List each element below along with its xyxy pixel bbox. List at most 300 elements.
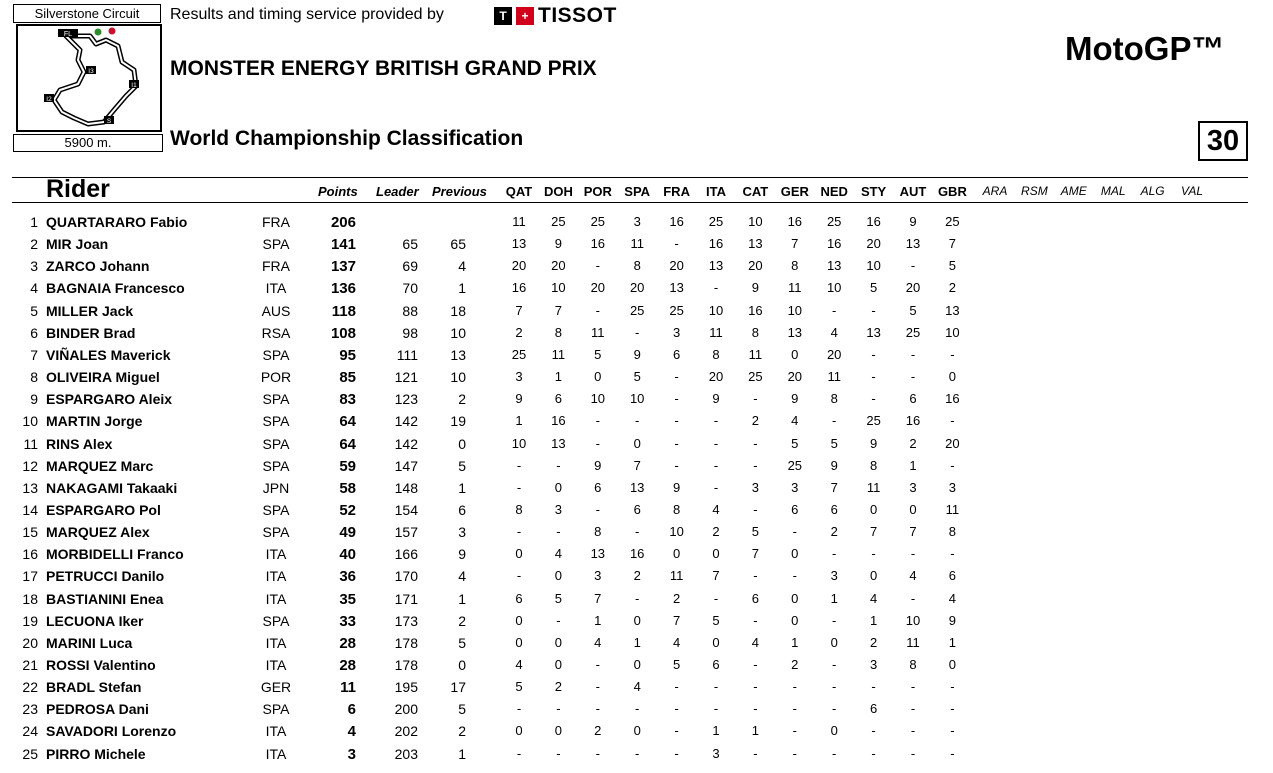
race-result: 13 [748,236,763,252]
header-top-rule [12,177,1248,178]
rider-name: PEDROSA Dani [46,701,149,718]
race-result: 8 [554,324,562,340]
race-result: - [910,346,916,362]
rider-points: 52 [339,501,356,519]
table-row [0,723,1273,745]
rider-position: 13 [22,479,38,496]
race-result: - [753,435,758,451]
table-row [0,369,1273,391]
race-result: 4 [830,324,838,340]
race-result: 11 [945,501,960,517]
rider-position: 12 [22,457,38,474]
race-result: 9 [594,457,602,473]
race-column-header: ITA [706,184,726,199]
race-result: - [753,457,758,473]
gap-to-previous: 19 [450,413,466,430]
race-result: 20 [905,280,921,296]
race-result: 11 [512,214,526,229]
race-result: 6 [751,590,759,606]
race-result: 0 [791,346,799,362]
race-result: - [910,369,916,385]
race-result: 6 [791,501,799,517]
race-result: - [635,324,640,340]
race-result: - [556,701,561,717]
rider-position: 6 [30,324,38,341]
race-result: - [674,701,679,717]
race-result: 5 [791,435,799,451]
gap-to-previous: 1 [458,479,466,496]
race-result: - [832,745,837,761]
gap-to-previous: 6 [458,501,466,518]
race-result: 1 [830,590,838,606]
table-row [0,679,1273,701]
race-result: 13 [551,435,566,451]
race-result: 0 [712,634,720,650]
race-result: 11 [591,324,605,340]
header-bottom-rule [12,202,1248,203]
race-result: 16 [669,214,684,229]
rider-name: VIÑALES Maverick [46,346,171,363]
race-result: 6 [594,479,602,495]
race-result: 2 [594,723,602,739]
race-result: 11 [866,479,881,495]
gap-to-previous: 5 [458,457,466,474]
rider-position: 3 [30,258,38,275]
rider-position: 7 [30,346,38,363]
race-result: - [792,723,797,739]
rider-points: 118 [331,302,356,320]
race-result: 6 [869,701,878,717]
gap-to-leader: 69 [402,258,418,275]
gap-to-leader: 195 [394,679,418,696]
rider-position: 17 [22,568,38,585]
race-result: 3 [633,214,641,229]
race-result: 2 [554,679,562,695]
race-result: 3 [712,745,720,761]
race-result: 0 [712,546,720,562]
race-result: - [595,413,600,429]
table-row [0,701,1273,723]
race-result: 25 [708,214,724,229]
rider-points: 49 [339,524,356,542]
rider-points: 4 [347,723,356,741]
rider-points: 28 [339,634,356,652]
race-result: 3 [751,479,759,495]
race-result: - [871,723,876,739]
gap-to-leader: 178 [394,634,418,651]
track-map [16,24,162,132]
rider-nation: FRA [262,214,290,230]
table-row [0,458,1273,480]
race-result: 7 [712,568,720,584]
rider-name: PIRRO Michele [46,745,146,762]
race-result: 0 [554,657,562,672]
rider-name: OLIVEIRA Miguel [46,369,160,386]
race-result: - [910,679,916,695]
race-result: - [832,546,837,562]
race-result: 6 [672,346,681,362]
race-result: - [950,457,955,473]
gap-to-previous: 4 [458,568,466,585]
race-result: - [713,701,719,717]
rider-nation: SPA [262,701,290,718]
race-result: 7 [909,524,917,540]
rider-position: 1 [30,214,38,230]
race-result: - [910,546,916,562]
rider-points: 108 [330,324,356,342]
gap-to-previous: 3 [458,524,466,541]
race-result: 5 [909,302,917,318]
rider-position: 4 [30,280,38,297]
race-result: 0 [633,723,641,739]
gap-to-leader: 173 [394,612,418,629]
timing-provider-text: Results and timing service provided by [170,6,444,23]
race-result: 10 [669,524,684,540]
svg-text:FL: FL [63,31,73,38]
rider-position: 8 [30,369,38,386]
future-race-column-header: AME [1060,184,1087,198]
table-row [0,303,1273,325]
race-result: - [713,280,719,296]
race-result: 1 [554,369,562,385]
race-result: 8 [869,457,878,473]
race-result: 10 [511,435,527,451]
race-result: 7 [672,612,681,628]
rider-nation: SPA [262,413,290,430]
circuit-name: Silverstone Circuit [13,4,161,23]
race-result: 0 [554,479,562,495]
race-result: 7 [830,479,838,495]
gap-to-previous: 13 [450,346,466,363]
race-result: 7 [751,546,759,562]
race-result: 0 [948,369,956,385]
rider-position: 19 [22,612,38,629]
race-result: 6 [554,391,562,407]
race-result: 0 [633,657,641,672]
table-row [0,480,1273,502]
rider-points: 83 [339,391,356,409]
race-result: 11 [551,346,566,362]
gap-to-leader: 170 [394,568,418,585]
race-result: 1 [909,457,917,473]
race-result: - [713,679,719,695]
table-row [0,568,1273,590]
race-result: 16 [866,214,881,229]
rider-nation: SPA [262,457,290,474]
race-result: 5 [948,258,956,274]
race-result: 11 [748,346,763,362]
race-result: - [516,568,522,584]
rider-nation: ITA [265,546,287,563]
rider-nation: ITA [265,590,287,607]
race-result: 5 [633,369,641,385]
race-column-header: FRA [663,184,690,199]
rider-name: BRADL Stefan [46,679,142,696]
race-result: 11 [669,568,684,584]
race-result: - [950,346,955,362]
race-result: 0 [515,546,523,562]
rider-position: 5 [30,302,38,319]
race-result: 8 [633,258,641,274]
table-row [0,524,1273,546]
race-result: 1 [712,723,720,739]
race-result: - [713,435,719,451]
race-result: 8 [830,391,838,407]
rider-position: 16 [22,546,38,563]
svg-text:S: S [106,118,112,125]
race-result: 20 [551,258,566,274]
race-result: 13 [945,302,960,318]
gap-to-previous: 65 [450,236,466,253]
race-result: - [950,413,955,429]
sponsor-name: TISSOT [538,4,617,27]
race-result: - [871,391,876,407]
race-result: 0 [633,435,641,451]
race-result: - [950,546,955,562]
gap-to-previous: 1 [458,280,466,297]
race-result: - [792,701,797,717]
gap-to-previous: 0 [458,435,466,452]
race-result: - [674,457,679,473]
rider-nation: SPA [262,612,290,629]
race-result: 2 [869,634,878,650]
race-result: 7 [791,236,799,252]
race-result: 7 [869,524,878,540]
race-result: - [595,435,600,451]
race-result: - [832,657,837,672]
rider-name: QUARTARARO Fabio [46,214,188,230]
race-result: 1 [948,634,956,650]
gap-to-leader: 148 [394,479,418,496]
rider-points: 6 [347,701,356,719]
rider-position: 22 [22,679,38,696]
rider-points: 58 [339,479,356,497]
race-result: 3 [830,568,838,584]
race-result: - [595,745,600,761]
race-result: 0 [791,612,799,628]
race-result: - [674,435,679,451]
race-result: 2 [751,413,759,429]
race-result: 11 [827,369,841,385]
race-result: 0 [554,568,562,584]
race-result: 4 [672,634,681,650]
race-result: - [595,258,600,274]
race-result: - [674,236,679,252]
rider-nation: JPN [262,479,290,496]
race-result: - [871,745,876,761]
race-result: 10 [748,214,763,229]
future-race-column-header: RSM [1021,184,1048,198]
race-result: 2 [515,324,523,340]
race-result: 5 [594,346,602,362]
race-result: 16 [748,302,763,318]
rider-position: 9 [30,391,38,408]
event-title: MONSTER ENERGY BRITISH GRAND PRIX [170,57,597,80]
svg-text:I1: I1 [131,82,137,89]
gap-to-previous: 10 [450,369,466,386]
race-result: 4 [712,501,720,517]
race-result: 4 [948,590,956,606]
race-result: - [832,701,837,717]
race-result: 9 [515,391,523,407]
race-result: 13 [590,546,606,562]
race-result: 16 [945,391,960,407]
rider-position: 15 [22,524,38,541]
race-result: 16 [905,413,921,429]
race-result: - [832,612,837,628]
race-result: - [595,501,600,517]
rider-points: 33 [339,612,356,630]
race-result: - [871,302,876,318]
race-result: - [753,657,758,672]
race-result: 0 [909,501,917,517]
classification-title: World Championship Classification [170,127,524,150]
race-result: - [635,590,640,606]
race-result: 9 [554,236,562,252]
table-row [0,635,1273,657]
leader-column-header: Leader [376,184,419,199]
gap-to-leader: 142 [394,413,418,430]
race-column-header: NED [820,184,848,199]
race-result: - [674,679,679,695]
previous-column-header: Previous [432,184,487,199]
race-result: - [595,679,600,695]
race-result: 13 [708,258,724,274]
race-result: - [674,723,679,739]
rider-nation: SPA [262,501,290,518]
race-result: 3 [594,568,602,584]
series-brand: MotoGP™ [1065,30,1225,67]
gap-to-leader: 88 [402,302,418,319]
race-result: 2 [672,590,681,606]
gap-to-leader: 200 [394,701,418,718]
race-result: - [516,479,522,495]
future-race-column-header: MAL [1100,184,1126,198]
race-result: 25 [787,457,803,473]
rider-position: 23 [22,701,38,718]
rider-name: MARTIN Jorge [46,413,143,430]
race-result: 3 [672,324,681,340]
rider-position: 21 [22,657,38,673]
race-result: 9 [672,479,681,495]
rider-points: 141 [330,236,356,254]
race-result: 13 [629,479,645,495]
race-result: - [516,745,522,761]
race-result: 9 [712,391,720,407]
rider-points: 40 [339,546,356,564]
race-result: 8 [712,346,720,362]
race-result: 16 [787,214,803,229]
race-result: - [595,701,600,717]
table-row [0,391,1273,413]
race-result: 20 [945,435,960,451]
gap-to-previous: 17 [450,679,466,696]
race-result: - [832,413,837,429]
race-result: 13 [905,236,921,252]
rider-name: BASTIANINI Enea [46,590,164,607]
rider-name: MARINI Luca [46,634,133,651]
rider-nation: ITA [265,634,287,651]
rider-points: 95 [339,346,356,364]
race-result: 5 [672,657,681,672]
circuit-length: 5900 m. [13,134,163,152]
rider-nation: ITA [265,745,287,762]
race-result: - [871,346,876,362]
race-result: 25 [551,214,566,229]
race-result: 0 [672,546,681,562]
race-result: 4 [633,679,641,695]
race-result: - [674,391,679,407]
race-result: 25 [905,324,921,340]
gap-to-previous: 2 [458,391,466,408]
race-result: 3 [515,369,523,385]
race-result: 3 [554,501,562,517]
rider-nation: RSA [261,324,291,341]
race-result: - [950,701,955,717]
race-result: 20 [708,369,724,385]
race-result: - [871,369,876,385]
gap-to-leader: 142 [394,435,418,452]
race-result: - [753,701,758,717]
rider-points: 136 [330,280,356,298]
race-result: - [516,701,522,717]
race-result: 9 [830,457,838,473]
race-result: - [832,302,837,318]
race-result: 5 [751,524,759,540]
race-result: - [674,413,679,429]
gap-to-previous: 5 [458,634,466,651]
rider-name: LECUONA Iker [46,612,144,629]
table-row [0,502,1273,524]
rider-points: 85 [339,369,356,387]
race-result: 25 [629,302,645,318]
rider-nation: ITA [265,657,287,673]
svg-text:I3: I3 [88,68,94,75]
race-result: 1 [791,634,799,650]
rider-nation: SPA [262,391,290,408]
race-result: 4 [909,568,917,584]
rider-position: 25 [22,745,38,762]
race-result: 2 [948,280,956,296]
rider-points: 11 [340,679,356,697]
gap-to-leader: 203 [394,745,418,762]
race-result: - [516,524,522,540]
table-row [0,236,1273,258]
race-result: 4 [751,634,759,650]
race-result: - [910,723,916,739]
race-result: 1 [515,413,523,429]
gap-to-leader: 178 [394,657,418,673]
rider-nation: ITA [265,723,287,740]
svg-text:I2: I2 [46,96,52,103]
rider-nation: SPA [262,236,290,253]
race-column-header: GBR [937,184,967,199]
race-result: - [713,479,719,495]
rider-position: 2 [30,236,38,253]
race-result: 8 [948,524,956,540]
gap-to-previous: 0 [458,657,466,673]
gap-to-leader: 70 [402,280,418,297]
race-result: 6 [712,657,720,672]
race-result: 9 [791,391,799,407]
race-result: - [635,701,640,717]
race-result: 6 [909,391,917,407]
race-result: 7 [515,302,523,318]
race-result: - [516,457,522,473]
race-result: 9 [909,214,917,229]
race-result: 25 [669,302,684,318]
race-result: - [674,745,679,761]
